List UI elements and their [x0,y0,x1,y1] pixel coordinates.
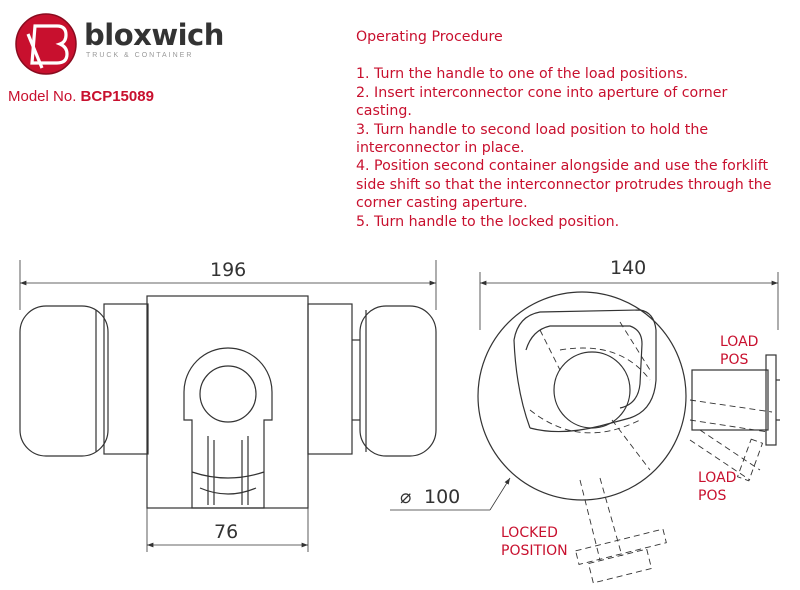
brand-name: bloxwich [84,18,224,52]
side-view [390,272,780,583]
left-collar [104,304,148,454]
dimension-140: 140 [610,257,647,279]
procedure-step-1: 1. Turn the handle to one of the load positions. [356,66,688,83]
diameter-symbol: ⌀ [400,486,412,508]
label-load-pos-mid-line2: POS [698,488,727,504]
procedure-step-3: 3. Turn handle to second load position to hold the interconnector in place. [356,121,709,157]
dimension-76: 76 [214,521,239,543]
label-load-pos-mid-line1: LOAD [698,470,737,486]
handle-stem [692,370,768,430]
model-number: BCP15089 [80,88,154,105]
front-view [20,260,436,552]
right-knob [360,306,436,456]
procedure-step-5: 5. Turn handle to the locked position. [356,213,620,230]
procedure-step-2: 2. Insert interconnector cone into aperture of corner casting. [356,84,728,120]
label-load-pos-top-line1: LOAD [720,334,759,350]
dimension-196: 196 [210,259,247,281]
procedure-step-4: 4. Position second container alongside and use the forklift side shift so that the interconnector protrudes through the corner casting aperture. [356,158,772,212]
right-collar [308,304,352,454]
left-knob [20,306,108,456]
procedure-title: Operating Procedure [356,29,503,45]
label-locked-line2: POSITION [501,543,568,559]
model-label: Model No. [8,88,77,105]
brand-tagline: TRUCK & CONTAINER [86,52,194,59]
dimension-diameter-100: 100 [424,486,461,508]
label-locked-line1: LOCKED [501,525,558,541]
center-aperture [200,366,256,422]
label-load-pos-top-line2: POS [720,352,749,368]
diameter-leader [490,478,510,510]
side-aperture [554,352,630,428]
center-boss [184,348,272,508]
main-body [147,296,308,508]
